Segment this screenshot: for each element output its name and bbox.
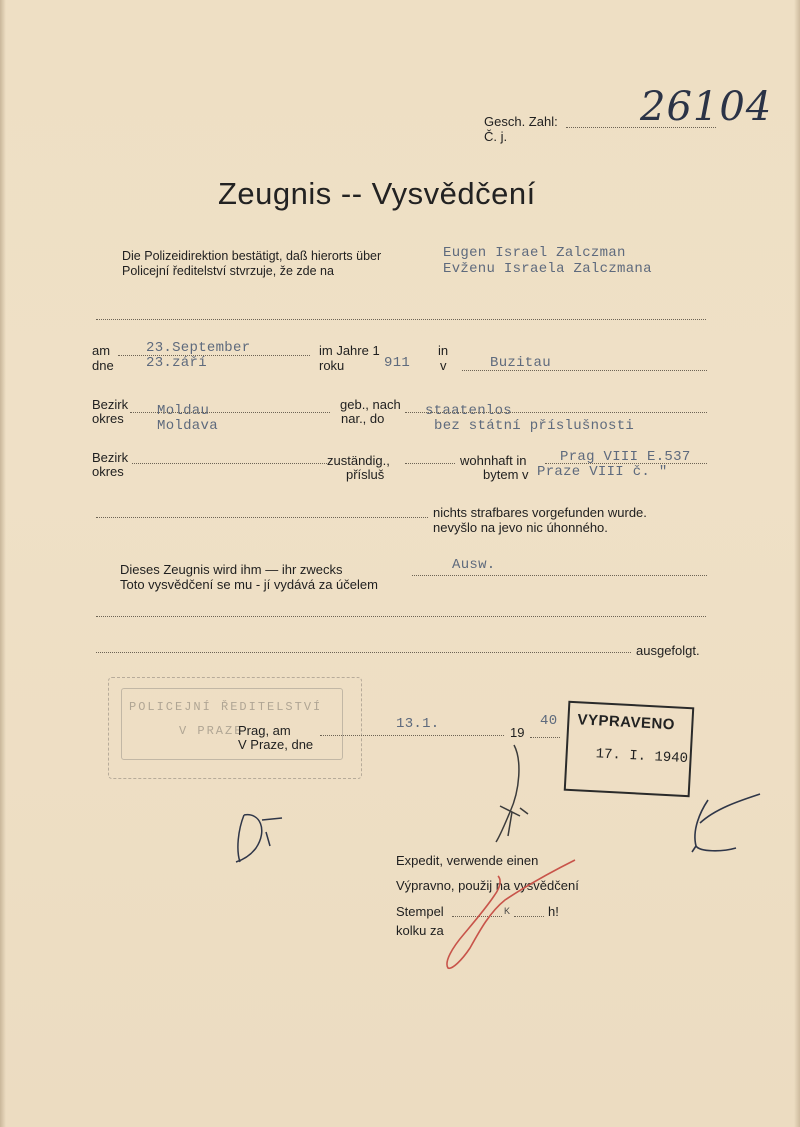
kolku-label: kolku za [396, 923, 444, 938]
place-date-label-de: Prag, am [238, 723, 291, 738]
year-label-cz: roku [319, 358, 345, 373]
zust-label-cz: přísluš [346, 467, 385, 482]
initial-mark-right [692, 794, 760, 852]
year-prefix: 19 [510, 725, 525, 740]
wohn-label-de: wohnhaft in [460, 453, 527, 468]
file-number-handwritten: 26104 [640, 84, 773, 130]
h-label: h! [548, 904, 559, 919]
purpose-text-de: Dieses Zeugnis wird ihm — ihr zwecks [120, 562, 343, 577]
citizenship-cz: bez státní příslušnosti [434, 418, 635, 434]
citizenship-de: staatenlos [425, 403, 513, 419]
district1-label-cz: okres [92, 411, 124, 426]
year-suffix: 40 [540, 713, 558, 729]
issue-date: 13.1. [396, 716, 440, 732]
issued-text: ausgefolgt. [636, 643, 700, 658]
faint-stamp-line-1: POLICEJNÍ ŘEDITELSTVÍ [129, 700, 323, 714]
file-number-label-de: Gesch. Zahl: [484, 114, 558, 129]
birth-date-cz: 23.září [146, 355, 207, 371]
initial-mark-left [236, 815, 282, 862]
finding-cz: nevyšlo na jevo nic úhonného. [433, 520, 608, 535]
intro-text-de: Die Polizeidirektion bestätigt, daß hierorts über [122, 249, 382, 263]
person-name-de: Eugen Israel Zalczman [443, 245, 626, 261]
in-label-de: in [438, 343, 449, 358]
district1-label-de: Bezirk [92, 397, 129, 412]
purpose-value: Ausw. [452, 557, 496, 573]
district1-value-cz: Moldava [157, 418, 218, 434]
purpose-text-cz: Toto vysvědčení se mu - jí vydává za účelem [120, 577, 378, 592]
intro-text-cz: Policejní ředitelství stvrzuje, že zde na [122, 264, 334, 278]
geb-label-cz: nar., do [341, 411, 385, 426]
file-number-label-cz: Č. j. [484, 129, 508, 144]
zust-label-de: zuständig., [327, 453, 390, 468]
finding-de: nichts strafbares vorgefunden wurde. [433, 505, 647, 520]
birth-place: Buzitau [490, 355, 551, 371]
expedition-line-1: Expedit, verwende einen [396, 853, 539, 868]
dne-label: dne [92, 358, 114, 373]
red-pencil-mark [447, 860, 575, 968]
district2-label-cz: okres [92, 464, 124, 479]
residence-cz: Praze VIII č. " [537, 464, 668, 480]
stamp-date: 17. I. 1940 [595, 746, 689, 768]
stamp-title: VYPRAVENO [577, 711, 676, 734]
year-label-de: im Jahre 1 [319, 343, 380, 358]
faint-stamp-line-2: V PRAZE [179, 724, 244, 738]
birth-year: 911 [384, 355, 411, 371]
k-label: K [504, 906, 511, 916]
signature-mark-center [496, 745, 528, 842]
district2-label-de: Bezirk [92, 450, 129, 465]
in-label-cz: v [440, 358, 447, 373]
geb-label-de: geb., nach [340, 397, 401, 412]
district1-value-de: Moldau [157, 403, 210, 419]
place-date-label-cz: V Praze, dne [238, 737, 314, 752]
am-label: am [92, 343, 111, 358]
person-name-cz: Evženu Israela Zalczmana [443, 261, 652, 277]
wohn-label-cz: bytem v [483, 467, 529, 482]
residence-de: Prag VIII E.537 [560, 449, 691, 465]
document-title: Zeugnis -- Vysvědčení [218, 176, 536, 211]
birth-date-de: 23.September [146, 340, 251, 356]
stempel-label: Stempel [396, 904, 444, 919]
expedition-line-2: Výpravno, použij na vysvědčení [396, 878, 579, 893]
